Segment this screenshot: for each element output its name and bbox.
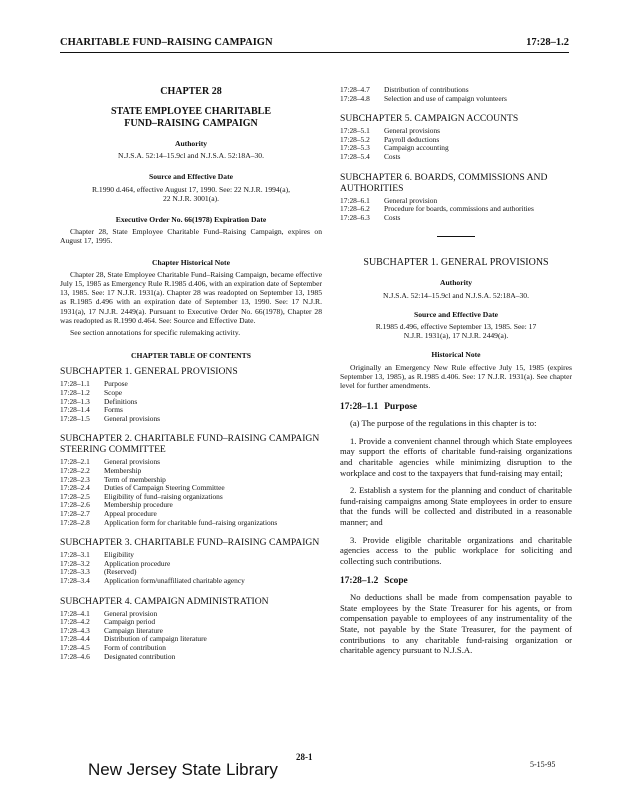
toc-section-number: 17:28–1.3	[60, 396, 90, 406]
toc-subchapter-heading: SUBCHAPTER 6. BOARDS, COMMISSIONS AND AUTHORITIES	[340, 171, 548, 194]
toc-row	[60, 380, 322, 389]
source-text: R.1990 d.464, effective August 17, 1990. See: 22 N.J.R. 1994(a), 22 N.J.R. 3001(a).	[91, 184, 291, 203]
toc-heading: CHAPTER TABLE OF CONTENTS	[131, 351, 251, 361]
toc-section-title: Costs	[384, 212, 401, 222]
toc-section-number: 17:28–2.1	[60, 457, 90, 467]
toc-section-number: 17:28–2.2	[60, 466, 90, 476]
toc-subchapter-heading: SUBCHAPTER 5. CAMPAIGN ACCOUNTS	[340, 113, 519, 125]
page-number: 28-1	[296, 752, 313, 762]
toc-section-title: Membership	[104, 466, 142, 476]
toc-section-title: Eligibility	[104, 550, 134, 560]
toc-row	[60, 398, 322, 407]
toc-section-number: 17:28–2.5	[60, 491, 90, 501]
toc-section-number: 17:28–1.5	[60, 413, 90, 423]
toc-section-number: 17:28–1.4	[60, 405, 90, 415]
toc-section-number: 17:28–5.3	[340, 143, 370, 153]
chapter-title: STATE EMPLOYEE CHARITABLE FUND–RAISING CAMPAIGN	[110, 106, 272, 129]
toc-section-title: Application form for charitable fund–raising organizations	[104, 517, 278, 527]
table-of-contents	[60, 366, 322, 661]
toc-row	[60, 493, 322, 502]
exec-order-text: Chapter 28, State Employee Charitable Fund–Raising Campaign, expires on August 17, 1995.	[60, 227, 322, 246]
toc-subchapter-heading: SUBCHAPTER 1. GENERAL PROVISIONS	[60, 366, 238, 378]
toc-section-number: 17:28–2.4	[60, 483, 90, 493]
section-number: 17:28–1.2	[340, 576, 379, 587]
toc-section-title: Campaign period	[104, 617, 156, 627]
scope-text: No deductions shall be made from compensation payable to State employees by the State Treasurer for his agents, or from compensation payable to employees of any instrumentality of the State, not payable by the State Treasurer, for the payment of contributions to any charitable fund-raising organization or charitable agency pursuant to N.J.S.A.	[340, 592, 572, 656]
toc-section-number: 17:28–1.2	[60, 388, 90, 398]
historical-heading-2: Historical Note	[431, 350, 481, 360]
running-header	[60, 37, 569, 51]
toc-section-number: 17:28–1.1	[60, 379, 90, 389]
toc-section-title: Scope	[104, 388, 123, 398]
purpose-intro: (a) The purpose of the regulations in this chapter is to:	[350, 418, 537, 429]
right-column	[340, 86, 572, 656]
toc-row	[60, 458, 322, 467]
toc-section-title: Application procedure	[104, 558, 171, 568]
toc-row	[60, 560, 322, 569]
authority-text-2: N.J.S.A. 52:14–15.9cl and N.J.S.A. 52:18A–30.	[383, 290, 529, 300]
toc-section-title: Membership procedure	[104, 500, 173, 510]
see-annotations: See section annotations for specific rulemaking activity.	[70, 328, 241, 338]
toc-row	[60, 415, 322, 424]
toc-section-title: General provisions	[104, 413, 161, 423]
section-title: Purpose	[384, 402, 418, 413]
toc-section-number: 17:28–5.1	[340, 126, 370, 136]
toc-row	[340, 144, 572, 153]
section-1-2-heading	[340, 576, 572, 586]
toc-row	[340, 127, 572, 136]
toc-section-title: Eligibility of fund–raising organizations	[104, 491, 223, 501]
toc-section-number: 17:28–5.4	[340, 151, 370, 161]
toc-row	[340, 205, 572, 214]
toc-subchapter-heading: SUBCHAPTER 4. CAMPAIGN ADMINISTRATION	[60, 595, 269, 607]
toc-row	[60, 406, 322, 415]
toc-section-number: 17:28–3.3	[60, 567, 90, 577]
toc-section-title: Procedure for boards, commissions and authorities	[384, 204, 534, 214]
toc-section-title: General provisions	[104, 457, 161, 467]
toc-section-title: General provision	[384, 195, 438, 205]
toc-section-title: Campaign literature	[104, 625, 163, 635]
toc-row	[60, 519, 322, 528]
toc-section-title: Selection and use of campaign volunteers	[384, 93, 507, 103]
toc-section-title: (Reserved)	[104, 567, 137, 577]
toc-section-number: 17:28–4.8	[340, 93, 370, 103]
toc-section-title: Forms	[104, 405, 123, 415]
toc-section-number: 17:28–6.1	[340, 195, 370, 205]
toc-section-number: 17:28–3.2	[60, 558, 90, 568]
toc-row	[60, 467, 322, 476]
toc-row	[60, 389, 322, 398]
header-rule	[60, 52, 569, 53]
toc-section-title: Appeal procedure	[104, 508, 157, 518]
toc-section-number: 17:28–2.6	[60, 500, 90, 510]
source-text-2: R.1985 d.496, effective September 13, 1985. See: 17 N.J.R. 1931(a), 17 N.J.R. 2449(a).	[375, 321, 537, 341]
authority-heading: Authority	[174, 139, 208, 148]
toc-section-title: Definitions	[104, 396, 138, 406]
toc-section-number: 17:28–4.1	[60, 608, 90, 618]
toc-section-title: Distribution of contributions	[384, 85, 469, 94]
toc-row	[60, 618, 322, 627]
purpose-item-2: 2. Establish a system for the planning and conduct of charitable fund-raising campaigns among State employees in order to ensure that the funds will be collected and distributed in a reasonable manner; and	[340, 485, 572, 527]
header-section: 17:28–1.2	[526, 37, 569, 48]
purpose-item-3: 3. Provide eligible charitable organizations and charitable agencies access to the public workplace for soliciting and collecting such contributions.	[340, 534, 572, 566]
toc-section-number: 17:28–3.1	[60, 550, 90, 560]
toc-section-title: General provisions	[384, 126, 441, 136]
toc-section-title: Duties of Campaign Steering Committee	[104, 483, 225, 493]
exec-order-heading: Executive Order No. 66(1978) Expiration Date	[115, 215, 267, 225]
toc-row	[60, 551, 322, 560]
table-of-contents-continued	[340, 86, 572, 222]
toc-section-title: Purpose	[104, 379, 128, 389]
toc-section-number: 17:28–6.3	[340, 212, 370, 222]
authority-text: N.J.S.A. 52:14–15.9cl and N.J.S.A. 52:18A–30.	[118, 151, 264, 161]
toc-section-number: 17:28–3.4	[60, 575, 90, 585]
toc-section-title: Distribution of campaign literature	[104, 634, 207, 644]
historical-text: Chapter 28, State Employee Charitable Fund–Raising Campaign, became effective July 15, 1985 as Emergency Rule R.1985 d.406, with an expiration date of September 13, 1985. See: 17 N.J.R. 1931(a). Chapter 28 was readopted on September 13, 1985 as R.1985 d.496 with an expiration date of September 13, 1990. See: 17 N.J.R. 1931(a), 17 N.J.R. 2449(a). Pursuant to Executive Order No. 66(1978), Chapter 28 was readopted as R.1990 d.464. See: Source and Effective Date.	[60, 269, 322, 325]
subchapter-1-title: SUBCHAPTER 1. GENERAL PROVISIONS	[363, 257, 549, 269]
authority-heading-2: Authority	[439, 278, 473, 288]
toc-section-number: 17:28–4.3	[60, 625, 90, 635]
toc-row	[340, 153, 572, 162]
toc-row	[60, 577, 322, 586]
toc-section-title: Campaign accounting	[384, 143, 449, 153]
left-column	[60, 86, 322, 661]
toc-section-number: 17:28–2.8	[60, 517, 90, 527]
historical-text-2: Originally an Emergency New Rule effective July 15, 1985 (expires September 13, 1985), as R.1985 d.406. See: 17 N.J.R. 1931(a). See chapter level for further amendments.	[340, 362, 572, 390]
toc-section-number: 17:28–4.7	[340, 85, 370, 94]
section-title: Scope	[384, 576, 408, 587]
toc-section-number: 17:28–6.2	[340, 204, 370, 214]
section-1-1-heading	[340, 402, 572, 412]
toc-section-number: 17:28–4.6	[60, 651, 90, 661]
section-divider	[437, 236, 475, 237]
header-title: CHARITABLE FUND–RAISING CAMPAIGN	[60, 37, 273, 48]
toc-subchapter-heading: SUBCHAPTER 3. CHARITABLE FUND–RAISING CAMPAIGN	[60, 537, 320, 549]
toc-section-number: 17:28–4.4	[60, 634, 90, 644]
toc-section-title: Term of membership	[104, 474, 166, 484]
toc-subchapter-heading: SUBCHAPTER 2. CHARITABLE FUND–RAISING CAMPAIGN STEERING COMMITTEE	[60, 433, 320, 456]
toc-row	[340, 95, 572, 104]
toc-row	[60, 644, 322, 653]
historical-heading: Chapter Historical Note	[152, 257, 230, 267]
purpose-item-1: 1. Provide a convenient channel through which State employees may support the efforts of charitable fund-raising organizations and charitable agencies while minimizing disruption to the workplace and cost to the taxpayers that fund-raising may entail;	[340, 435, 572, 478]
toc-section-title: Payroll deductions	[384, 134, 440, 144]
toc-row	[60, 501, 322, 510]
source-heading-2: Source and Effective Date	[413, 309, 498, 319]
toc-section-number: 17:28–5.2	[340, 134, 370, 144]
toc-section-number: 17:28–2.7	[60, 508, 90, 518]
toc-row	[340, 136, 572, 145]
toc-section-title: Application form/unaffiliated charitable agency	[104, 575, 245, 585]
toc-row	[60, 610, 322, 619]
revision-date: 5-15-95	[530, 760, 556, 769]
toc-section-title: Costs	[384, 151, 401, 161]
toc-section-number: 17:28–4.2	[60, 617, 90, 627]
toc-section-title: Designated contribution	[104, 651, 176, 661]
source-heading: Source and Effective Date	[148, 172, 233, 182]
section-number: 17:28–1.1	[340, 402, 379, 413]
library-watermark: New Jersey State Library	[88, 760, 278, 779]
toc-section-number: 17:28–4.5	[60, 642, 90, 652]
toc-row	[60, 653, 322, 662]
toc-section-number: 17:28–2.3	[60, 474, 90, 484]
toc-section-title: Form of contribution	[104, 642, 166, 652]
toc-section-title: General provision	[104, 608, 158, 618]
chapter-number: CHAPTER 28	[160, 86, 222, 97]
toc-row	[340, 214, 572, 223]
toc-row	[60, 635, 322, 644]
